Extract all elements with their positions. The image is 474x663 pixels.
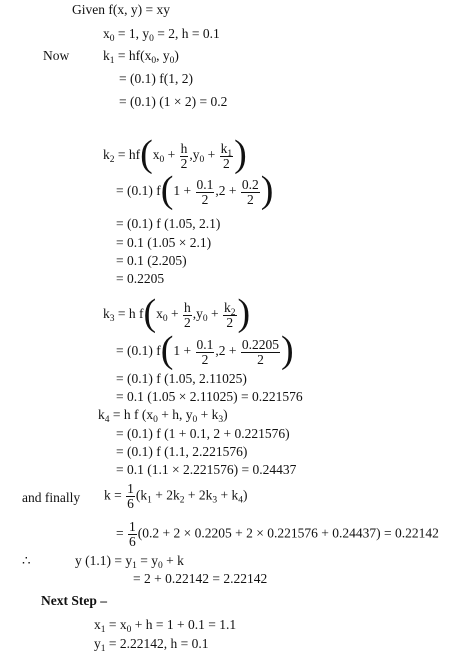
x1-value: 1.1 <box>219 617 237 632</box>
k3-result: 0.221576 <box>251 389 303 404</box>
therefore-symbol: ∴ <box>22 553 31 568</box>
k4-result: 0.24437 <box>252 462 297 477</box>
k2-definition: $k_2 = hf(x_0$ + $\frac{h}{2}$ $,y_0$ + $\frac{k_1}{2}$ ) <box>103 133 247 175</box>
initial-values-line: $x_0 = 1$, $y_0 = 2$, h = 0.1 <box>103 26 220 44</box>
next-step-heading: Next Step – <box>41 593 107 608</box>
k3-step-1: = (0.1) f (1.05, 2.11025) <box>116 371 247 386</box>
k1-result: 0.2 <box>210 94 228 109</box>
x1-line: $x_1 = x_0 + h = 1 + 0.1 = 1.1$ <box>94 617 237 635</box>
k3-step-2: = 0.1 (1.05 × 2.11025) = 0.221576 <box>116 389 303 404</box>
now-label: Now <box>43 48 70 63</box>
k3-substitution: = (0.1) f(1 + $\frac{0.1}{2}$ ,2 + $\frac{0.2205}{2}$ ) <box>116 329 294 371</box>
y1-value: 2.22142 <box>119 636 164 651</box>
y-next-result: = 2 + 0.22142 = 2.22142 <box>133 571 268 586</box>
and-finally-label: and finally <box>22 490 81 505</box>
x0-value: 1 <box>128 26 136 41</box>
k2-step-1: = (0.1) f (1.05, 2.1) <box>116 216 221 231</box>
k1-step-2: = (0.1) (1 × 2) = 0.2 <box>119 94 228 109</box>
h-next-value: 0.1 <box>191 636 209 651</box>
k4-definition: $k_4 = h$ f ($x_0 + h$, $y_0 + k_3$) <box>98 407 228 425</box>
k-formula: k = $\frac{1}{6}$ $(k_1 + 2k_2 + 2k_3 + k_4)$ <box>104 481 248 511</box>
k2-result: = 0.2205 <box>116 271 165 286</box>
y1-line: $y_1 = 2.22142$, h = 0.1 <box>94 636 209 654</box>
k4-step-1: = (0.1) f (1 + 0.1, 2 + 0.221576) <box>116 426 290 441</box>
k-result: 0.22142 <box>394 525 439 541</box>
y0-value: 2 <box>168 26 175 41</box>
k4-step-2: = (0.1) f (1.1, 2.221576) <box>116 444 248 459</box>
k2-substitution: = (0.1) f(1 + $\frac{0.1}{2}$ ,2 + $\frac{0.2}{2}$ ) <box>116 169 274 211</box>
given-label: Given <box>72 2 105 17</box>
k1-definition: $k_1 = hf(x_0$, $y_0$) <box>103 48 179 66</box>
k1-step-1: = (0.1) f(1, 2) <box>119 71 193 86</box>
given-function-line <box>72 2 170 18</box>
k4-step-3: = 0.1 (1.1 × 2.221576) = 0.24437 <box>116 462 297 477</box>
y-next-formula: y $(1.1) = y_1 = y_0 + k$ <box>75 553 184 571</box>
k2-step-2: = 0.1 (1.05 × 2.1) <box>116 235 212 250</box>
k3-definition: $k_3 = h$ $f(x_0$ + $\frac{h}{2}$ $,y_0$ + $\frac{k_2}{2}$ ) <box>103 292 251 334</box>
h-value: 0.1 <box>202 26 220 41</box>
k-substitution: = $\frac{1}{6}$ (0.2 + 2 × 0.2205 + 2 × 0.221576 + 0.24437) = 0.22142 <box>116 519 439 549</box>
k2-step-3: = 0.1 (2.205) <box>116 253 187 268</box>
function-definition: f(x, y) = xy <box>108 2 170 17</box>
